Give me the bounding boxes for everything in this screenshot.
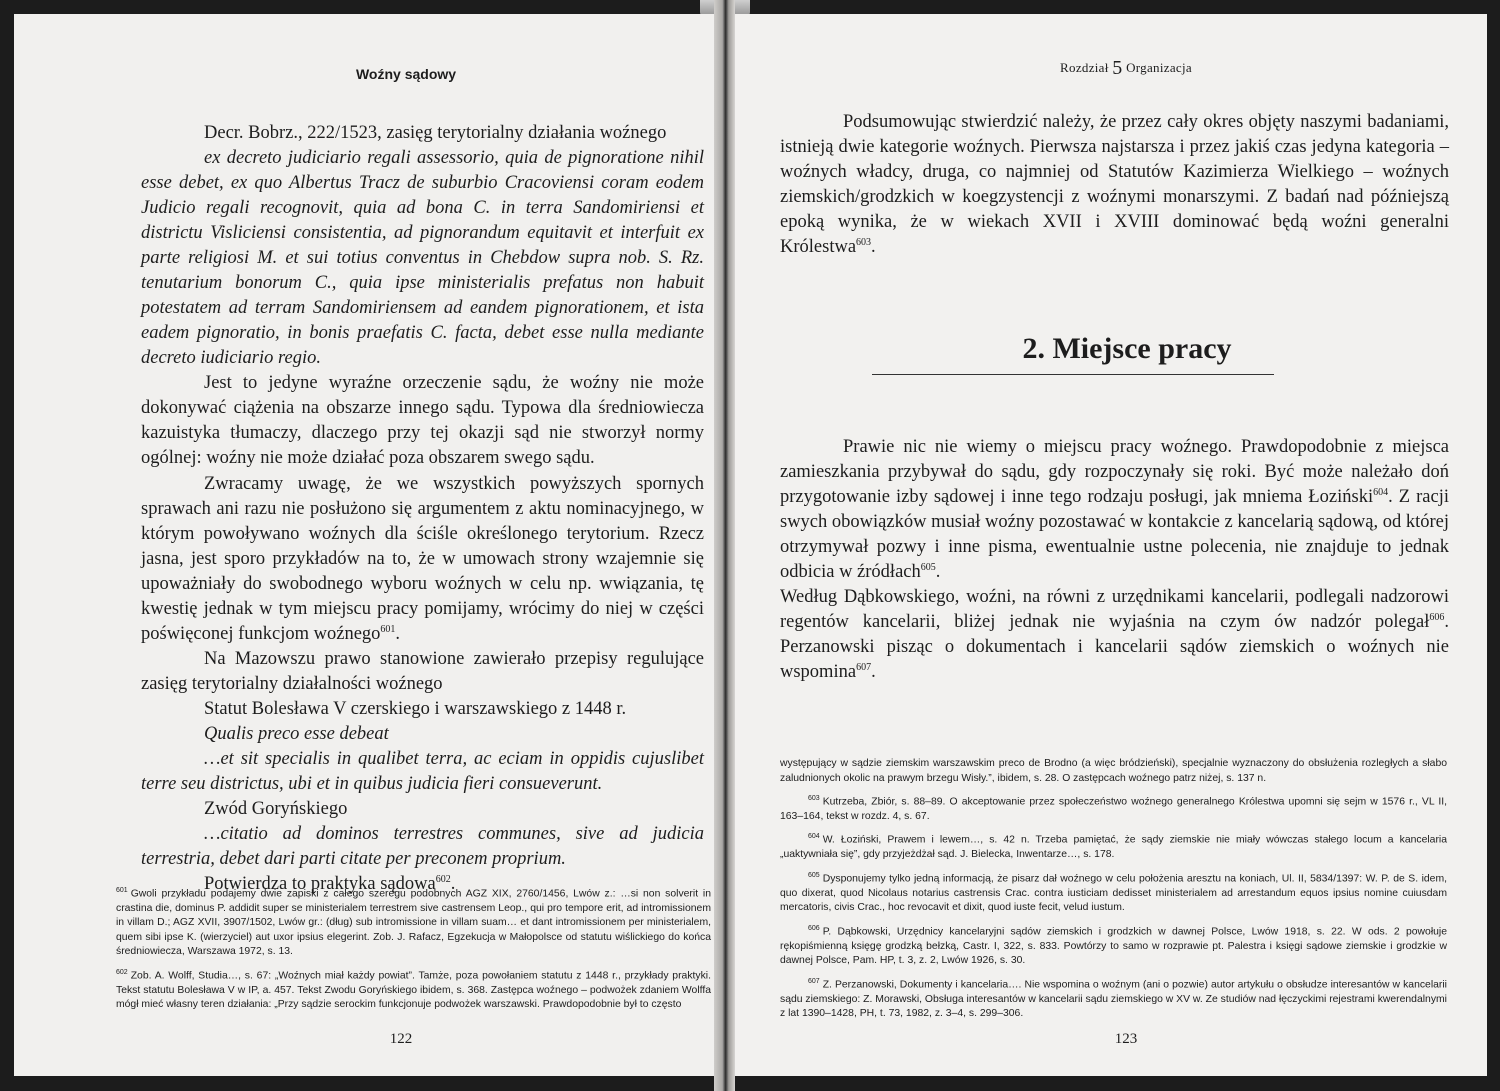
running-head-right: Rozdział 5 Organizacja xyxy=(1060,57,1192,79)
section-heading: 2. Miejsce pracy xyxy=(1022,332,1232,365)
left-paragraph-latin: ex decreto judiciario regali assessorio, quia de pignoratione nihil esse debet, ex quo Albertus Tracz de suburbio Cracoviensi coram eodem Judicio regali recognovit, quia ad bona C. in terra Sandomiriensi et districtu Visliciensi consistentia, ad pignorandum equitavit et interfuit ex parte religiosi M. et sui totius conventus in Chebdow supra nob. S. Rz. tenutarium bonorum C., quia ipse ministerialis prefatus non habuit potestatem ad terram Sandomiriensem ad eandem pignorationem, et ista eadem pignoratio, in bonis praefatis C. facta, debet esse nulla mediante decreto iudiciario regio. xyxy=(141,148,704,368)
right-body-text xyxy=(780,435,1449,685)
heading-underline xyxy=(872,374,1274,375)
right-paragraph: Według Dąbkowskiego, woźni, na równi z urzędnikami kancelarii, podlegali nadzorowi regentów kancelarii, bliżej jednak nie wyjaśnia na czym ów nadzór polegał$^{606}$. Perzanowski pisząc o dokumentach i kancelarii sądów ziemskich o woźnych nie wspomina$^{607}$. xyxy=(780,587,1449,682)
left-paragraph-latin: …citatio ad dominos terrestres communes, sive ad judicia terrestria, debet dari parti citate per preconem proprium. xyxy=(141,824,704,869)
page-number-right: 123 xyxy=(1114,1031,1138,1047)
left-body-text xyxy=(141,121,704,897)
right-footnotes xyxy=(780,757,1447,1028)
left-paragraph: Na Mazowszu prawo stanowione zawierało przepisy regulujące zasięg terytorialny działalności woźnego xyxy=(141,649,704,694)
left-footnotes xyxy=(116,884,711,1019)
footnote: $^{602}$ Zob. A. Wolff, Studia…, s. 67: „Woźnych miał każdy powiat”. Tamże, poza powołaniem statutu z 1448 r., przykłady praktyki. Tekst statutu Bolesława V w IP, a. 457. Tekst Zwodu Goryńskiego ibidem, s. 368. Zastępca woźnego – podwożek zdaniem Wolffa mógł mieć własny teren działania: „Przy sądzie serockim funkcjonuje podwożek warszawski. Prawdopodobnie był to często xyxy=(116,968,711,1011)
footnote-ref[interactable]: 607 xyxy=(856,661,872,673)
left-paragraph: Potwierdza to praktyka sądowa$^{602}$. xyxy=(204,873,456,894)
left-paragraph: Zwracamy uwagę, że we wszystkich powyższych spornych sprawach ani razu nie posłużono się argumentem z aktu nominacyjnego, w którym powoływano woźnych dla ściśle określonego terytorium. Rzecz jasna, jest sporo przykładów na to, że w umowach strony wzajemnie się upoważniały do swobodnego wyboru woźnych w celu np. wwiązania, tę kwestię jednak w tym miejscu pracy pomijamy, wrócimy do niej w części poświęconej funkcjom woźnego$^{601}$. xyxy=(141,474,704,644)
footnote: $^{603}$ Kutrzeba, Zbiór, s. 88–89. O akceptowanie przez społeczeństwo woźnego generalnego Królestwa upomni się sejm w 1576 r., VL II, 163–164, tekst w rozdz. 4, s. 67. xyxy=(780,795,1447,822)
left-page xyxy=(14,14,728,1076)
footnote-ref[interactable]: 602 xyxy=(435,873,451,885)
right-page xyxy=(735,14,1487,1076)
right-paragraph: Podsumowując stwierdzić należy, że przez cały okres objęty naszymi badaniami, istnieją dwie kategorie woźnych. Pierwsza najstarsza i przez jakiś czas jedyna kategoria – woźnych władcy, druga, co najmniej od Statutów Kazimierza Wielkiego – woźnych ziemskich/grodzkich w koegzystencji z woźnymi monarszymi. Z badań nad późniejszą epoką wynika, że w wiekach XVII i XVIII dominować będą woźni generalni Królestwa$^{603}$. xyxy=(780,112,1449,257)
footnote: $^{605}$ Dysponujemy tylko jedną informacją, że pisarz dał woźnego w celu położenia aresztu na koniach, Ul. II, 5834/1397: W. P. de S. idem, quo dixerat, quod Nicolaus notarius castrensis Crac. contra iusticiam dedisset ministerialem ad arrestandum equos ipsius nomine cuiusdam mercatoris, civis Crac., hoc revocavit et dixit, quod iuste fecit, velud iustum. xyxy=(780,871,1447,914)
right-paragraph: Prawie nic nie wiemy o miejscu pracy woźnego. Prawdopodobnie z miejsca zamieszkania przybywał do sądu, gdy rozpoczynały się roki. Być może należało doń przygotowanie izby sądowej i inne tego rodzaju posługi, jak mniema Łoziński$^{604}$. Z racji swych obowiązków musiał woźny pozostawać w kontakcie z kancelarią sądową, od której otrzymywał pozwy i inne pisma, ewentualnie ustne polecenia, nie znajduje to jednak odbicia w źródłach$^{605}$. xyxy=(780,437,1449,582)
footnote: $^{604}$ W. Łoziński, Prawem i lewem…, s. 42 n. Trzeba pamiętać, że sądy ziemskie nie miały wówczas stałego locum a kancelaria „uaktywniała się”, gdy przyjeżdżał sąd. J. Bielecka, Inwentarze…, s. 178. xyxy=(780,833,1447,861)
book-spine xyxy=(714,0,735,1091)
left-paragraph: Decr. Bobrz., 222/1523, zasięg terytorialny działania woźnego xyxy=(204,123,667,143)
left-paragraph: Statut Bolesława V czerskiego i warszawskiego z 1448 r. xyxy=(204,699,627,719)
footnote-ref[interactable]: 605 xyxy=(920,561,936,573)
footnote-ref[interactable]: 604 xyxy=(1373,486,1389,498)
footnote-ref[interactable]: 603 xyxy=(856,236,872,248)
footnote-ref[interactable]: 606 xyxy=(1429,611,1445,623)
running-head-left: Woźny sądowy xyxy=(355,66,457,82)
footnote: $^{601}$ Gwoli przykładu podajemy dwie zapiski z całego szeregu podobnych AGZ XIX, 2760/1456, Lwów z.: …si non solverit in crastina die, dominus P. addidit super se ministerialem terrestrem sive castrensem Leop., qui pro tempore erit, ad intromissionem in villam D.; AGZ XVII, 3907/1502, Lwów gr.: (dług) sub intromissione in villam suam… et dant intromissionem per ministerialem, quem sibi ipse K. (wierzyciel) aut uxor ipsius elegerint. Zob. J. Rafacz, Egzekucja w Małopolsce od statutu wiślickiego do końca średniowiecza, Warszawa 1972, s. 13. xyxy=(116,887,711,958)
left-paragraph: Zwód Goryńskiego xyxy=(204,799,348,819)
chapter-number: 5 xyxy=(1112,57,1123,79)
left-paragraph-latin: …et sit specialis in qualibet terra, ac eciam in oppidis cujuslibet terre seu districtus, ubi et in quibus judicia fieri consueverunt. xyxy=(141,749,704,794)
footnote-continued: występujący w sądzie ziemskim warszawskim preco de Brodno (a więc bródzieński), specjalnie wyznaczony do obsłużenia rozległych a słabo zaludnionych okolic na prawym brzegu Wisły.”, ibidem, s. 28. O zastępcach woźnego patrz niżej, s. 137 n. xyxy=(780,758,1447,784)
footnote-ref[interactable]: 601 xyxy=(380,623,396,635)
page-number-left: 122 xyxy=(389,1031,413,1047)
left-paragraph: Jest to jedyne wyraźne orzeczenie sądu, że woźny nie może dokonywać ciążenia na obszarze innego sądu. Typowa dla średniowiecza kazuistyka tłumaczy, dlaczego przy tej okazji sąd nie stworzył normy ogólnej: woźny nie może działać poza obszarem swego sądu. xyxy=(141,373,704,468)
left-paragraph-latin: Qualis preco esse debeat xyxy=(204,724,389,744)
right-body-text-top xyxy=(780,110,1449,260)
footnote: $^{606}$ P. Dąbkowski, Urzędnicy kancelaryjni sądów ziemskich i grodzkich w dawnej Polsce, Lwów 1918, s. 22. W ods. 2 powołuje rękopiśmienną księgę grodzką bełzką, Castr. I, 322, s. 833. Powtórzy to samo w rozprawie pt. Palestra i księgi sądowe ziemskie i grodzkie w dawnej Polsce, Pam. HP, t. 3, z. 2, Lwów 1926, s. 30. xyxy=(780,924,1447,967)
footnote: $^{607}$ Z. Perzanowski, Dokumenty i kancelaria…. Nie wspomina o woźnym (ani o pozwie) autor artykułu o obsłudze interesantów w kancelarii sądu ziemskiego: Z. Morawski, Obsługa interesantów w kancelarii sądu ziemskiego w XV w. Ze studiów nad łęczyckimi rejestrami kwerendalnymi z lat 1390–1428, PH, t. 73, 1982, z. 3–4, s. 299–306. xyxy=(780,977,1447,1020)
